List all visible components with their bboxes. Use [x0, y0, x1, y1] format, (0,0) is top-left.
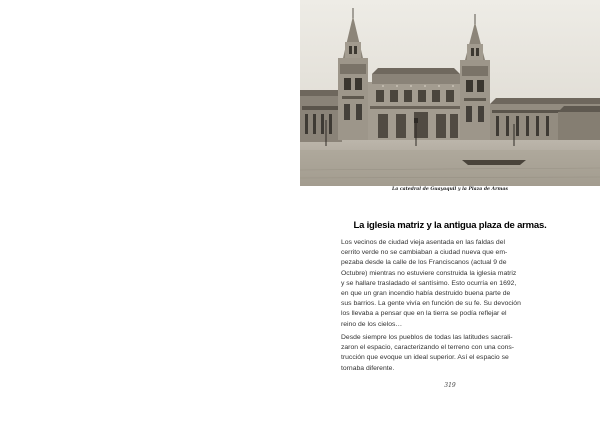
cathedral-photograph [300, 0, 600, 186]
text-line: los llevaba a pensar que en la tierra se podía reflejar el [341, 310, 507, 318]
text-line: reino de los cielos… [341, 320, 403, 328]
page-number: 319 [444, 382, 456, 389]
paragraph-1 [341, 238, 560, 330]
right-page [300, 0, 600, 425]
text-line: en que un gran incendio había destruido buena parte de [341, 289, 511, 297]
text-line: trucción que evoque un ideal superior. Así el espacio se [341, 354, 509, 362]
text-line: Octubre) mientras no estuviere construida la iglesia matriz [341, 269, 517, 277]
text-line: pezaba desde la calle de los Franciscanos (actual 9 de [341, 259, 507, 267]
text-line: y se hallare trasladado el santísimo. Esto ocurría en 1692, [341, 279, 517, 287]
text-line: cerrito verde no se cambiaban a ciudad nueva que em- [341, 249, 508, 257]
text-line: tornaba diferente. [341, 364, 395, 372]
section-heading: La iglesia matriz y la antigua plaza de armas. [353, 220, 547, 231]
text-line: zaron el espacio, caracterizando el terreno con una cons- [341, 344, 515, 352]
text-line: Los vecinos de ciudad vieja asentada en las faldas del [341, 239, 505, 246]
text-line: sus barrios. La gente vivía en función de su fe. Su devoción [341, 300, 521, 308]
paragraph-2 [341, 333, 560, 374]
photo-caption: La catedral de Guayaquil y la Plaza de Armas [392, 187, 508, 192]
text-line: Desde siempre los pueblos de todas las latitudes sacrali- [341, 334, 513, 341]
